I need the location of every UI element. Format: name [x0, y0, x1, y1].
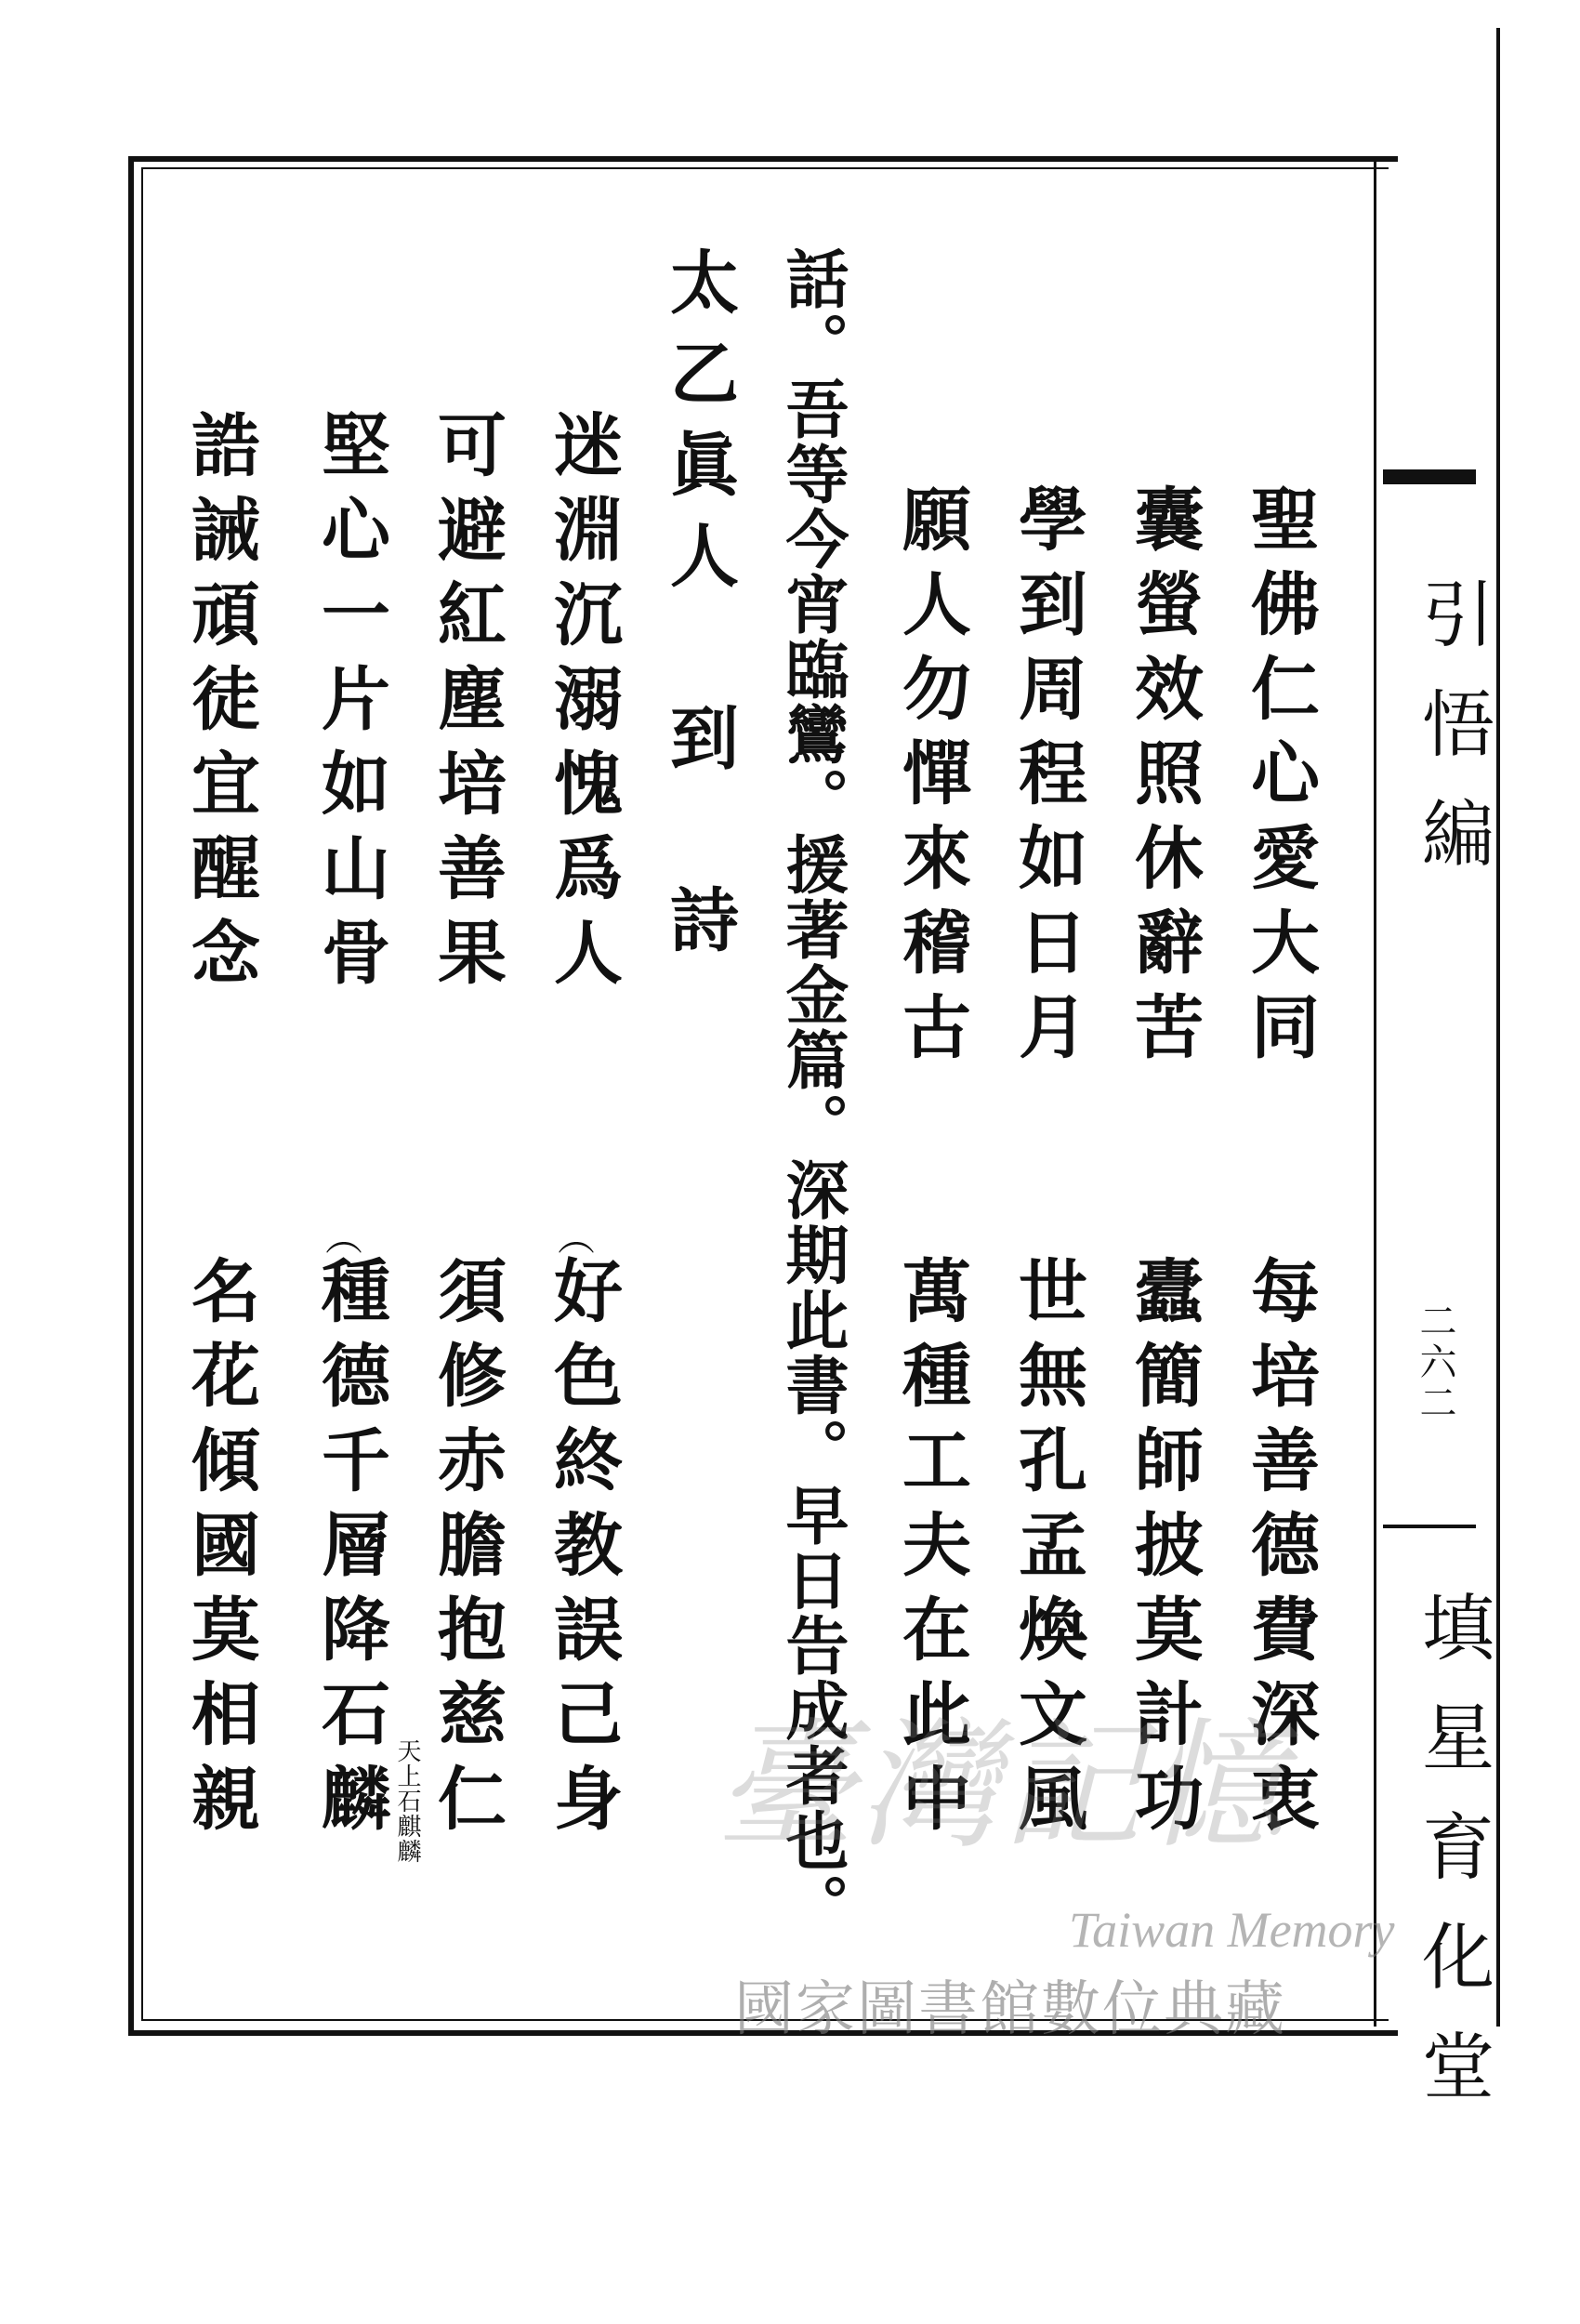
watermark-english: Taiwan Memory — [1069, 1902, 1395, 1958]
verse-line-2b: 蠹簡師披莫計功 — [1124, 1255, 1204, 1847]
page-number-divider — [1383, 1525, 1476, 1528]
poem-heading: 太乙眞人 到 詩 — [659, 246, 739, 975]
book-title-bottom: 填星育化堂 — [1410, 1590, 1494, 2138]
poem-line-2a: 可避紅塵培善果 — [427, 409, 507, 1001]
verse-line-4b: 萬種工夫在此中 — [891, 1255, 971, 1847]
prose-line: 話。吾等今宵臨鸞。援著金篇。深期此書。早日告成者也。 — [775, 246, 849, 1938]
verse-line-1a: 聖佛仁心愛大同 — [1240, 483, 1320, 1076]
poem-line-1a: 迷淵沉溺愧爲人 — [543, 409, 623, 1001]
verse-line-1b: 每培善德費深衷 — [1240, 1255, 1320, 1847]
poem-line-3a: 堅心一片如山骨 — [310, 409, 390, 1001]
poem-line-2b: 須修赤膽抱慈仁 — [427, 1255, 507, 1847]
poem-line-1b: 好色終教誤己身 — [543, 1255, 623, 1847]
poem-line-4b: 名花傾國莫相親 — [180, 1255, 260, 1847]
paren-mark-1: ︵ — [558, 1217, 595, 1260]
watermark-library: 國家圖書館數位典藏 — [734, 1975, 1286, 2044]
watermark-logo: 臺灣記憶 — [716, 1706, 1289, 1868]
inline-annotation: 天上石麒麟 — [393, 1738, 421, 1864]
poem-line-4a: 誥誡頑徒宜醒念 — [180, 409, 260, 1001]
margin-rule-left — [1374, 158, 1376, 2027]
verse-line-4a: 願人勿憚來稽古 — [891, 483, 971, 1076]
verse-line-3b: 世無孔孟煥文風 — [1007, 1255, 1087, 1847]
page-number: 二六二 — [1414, 1301, 1456, 1424]
poem-line-3b: 種德千層降石麟 — [310, 1255, 390, 1847]
verse-line-2a: 囊螢效照休辭苦 — [1124, 483, 1204, 1076]
fishtail-mark — [1383, 469, 1476, 484]
book-title-top: 引悟編 — [1410, 576, 1494, 905]
verse-line-3a: 學到周程如日月 — [1007, 483, 1087, 1076]
paren-mark-2: ︵ — [325, 1217, 362, 1260]
